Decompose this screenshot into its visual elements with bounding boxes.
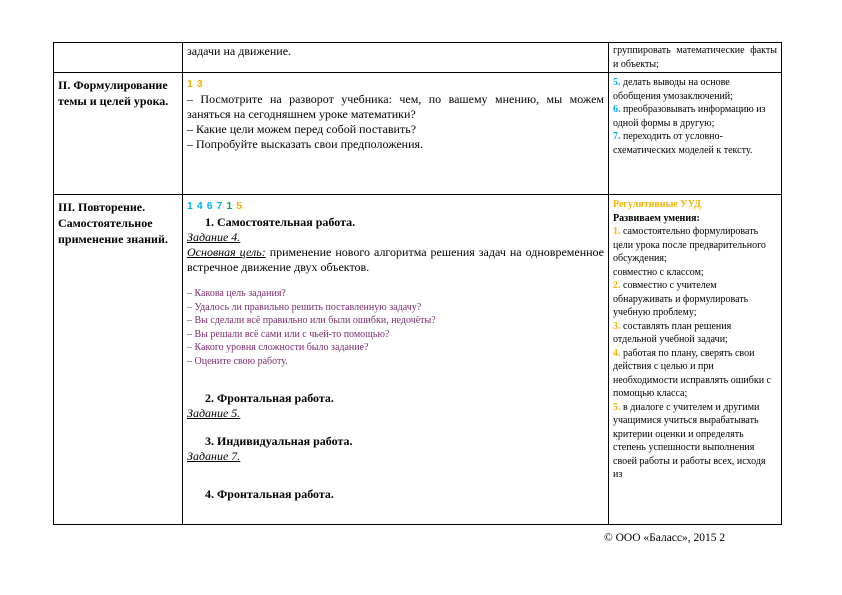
uud-title: Регулятивные УУД <box>613 199 701 210</box>
section-heading: 2. Фронтальная работа. <box>205 391 334 405</box>
number-label: 4 <box>196 200 203 212</box>
goal-text: применение нового алгоритма решения задач на одновременное встречное движение двух объектов. <box>187 245 605 274</box>
uud-item: 6. преобразовывать информацию из одной формы в другую; <box>613 104 766 129</box>
content-cell <box>183 43 609 73</box>
goal-paragraph <box>187 245 604 275</box>
content-text: задачи на движение. <box>187 44 292 58</box>
content-cell <box>183 195 609 525</box>
section-heading: 3. Индивидуальная работа. <box>205 434 353 448</box>
goal-label: Основная цель: <box>187 245 266 259</box>
uud-cell <box>609 195 782 525</box>
content-line: – Какие цели можем перед собой поставить? <box>187 122 417 136</box>
content-cell <box>183 73 609 195</box>
question-line: – Вы решали всё сами или с чьей-то помощью? <box>187 328 390 340</box>
uud-cell <box>609 43 782 73</box>
stage-cell <box>54 43 183 73</box>
number-label: 6 <box>206 200 213 212</box>
table-row <box>54 195 782 525</box>
number-label: 5 <box>236 200 243 212</box>
number-label: 7 <box>216 200 223 212</box>
question-line: – Вы сделали всё правильно или были ошибки, недочёты? <box>187 315 436 326</box>
uud-item: 5. в диалоге с учителем и другими учащимися учиться вырабатывать критерии оценки и определять степень успешности выполнения своей работы и работы всех, исходя из <box>613 401 766 480</box>
task-label: Задание 7. <box>187 449 241 463</box>
numbers-line <box>187 76 604 92</box>
section-heading: 4. Фронтальная работа. <box>205 487 334 501</box>
uud-item: 3. составлять план решения отдельной учебной задачи; <box>613 320 732 345</box>
stage-title: II. Формулирование темы и целей урока. <box>58 78 169 108</box>
question-line: – Какого уровня сложности было задание? <box>187 342 369 353</box>
table-row <box>54 43 782 73</box>
uud-subtitle: Развиваем умения: <box>613 212 700 224</box>
section-heading: 1. Самостоятельная работа. <box>205 215 356 229</box>
lesson-table <box>53 42 782 525</box>
number-label: 1 <box>187 200 193 212</box>
content-line: – Попробуйте высказать свои предположения. <box>187 137 424 151</box>
uud-item: 7. переходить от условно-схематических моделей к тексту. <box>613 131 753 156</box>
copyright-footer: © ООО «Баласс», 2015 2 <box>604 532 726 544</box>
uud-item: 5. делать выводы на основе обобщения умозаключений; <box>613 77 733 102</box>
uud-text: группировать математические факты и объекты; <box>613 45 777 70</box>
table-row <box>54 73 782 195</box>
stage-cell <box>54 195 183 525</box>
uud-item: 4. работая по плану, сверять свои действия с целью и при необходимости исправлять ошибки с помощью класса; <box>613 347 771 399</box>
task-label: Задание 5. <box>187 406 241 420</box>
question-line: – Удалось ли правильно решить поставленную задачу? <box>187 301 422 313</box>
uud-cell <box>609 73 782 195</box>
question-line: – Какова цель задания? <box>187 288 286 299</box>
numbers-line <box>187 198 604 214</box>
content-line: – Посмотрите на разворот учебника: чем, по вашему мнению, мы можем заняться на сегодняшнем уроке математики? <box>187 92 604 121</box>
task-label: Задание 4. <box>187 230 241 244</box>
stage-cell <box>54 73 183 195</box>
number-label: 1 <box>187 78 193 90</box>
uud-item: 1. самостоятельно формулировать цели урока после предварительного обсуждения; <box>613 226 766 264</box>
number-label: 3 <box>196 78 203 90</box>
uud-item: совместно с классом; <box>613 266 704 278</box>
number-label: 1 <box>226 200 233 212</box>
uud-item: 2. совместно с учителем обнаруживать и формулировать учебную проблему; <box>613 280 749 318</box>
stage-title: III. Повторение. Самостоятельное применение знаний. <box>58 200 168 246</box>
question-line: – Оцените свою работу. <box>187 355 288 367</box>
